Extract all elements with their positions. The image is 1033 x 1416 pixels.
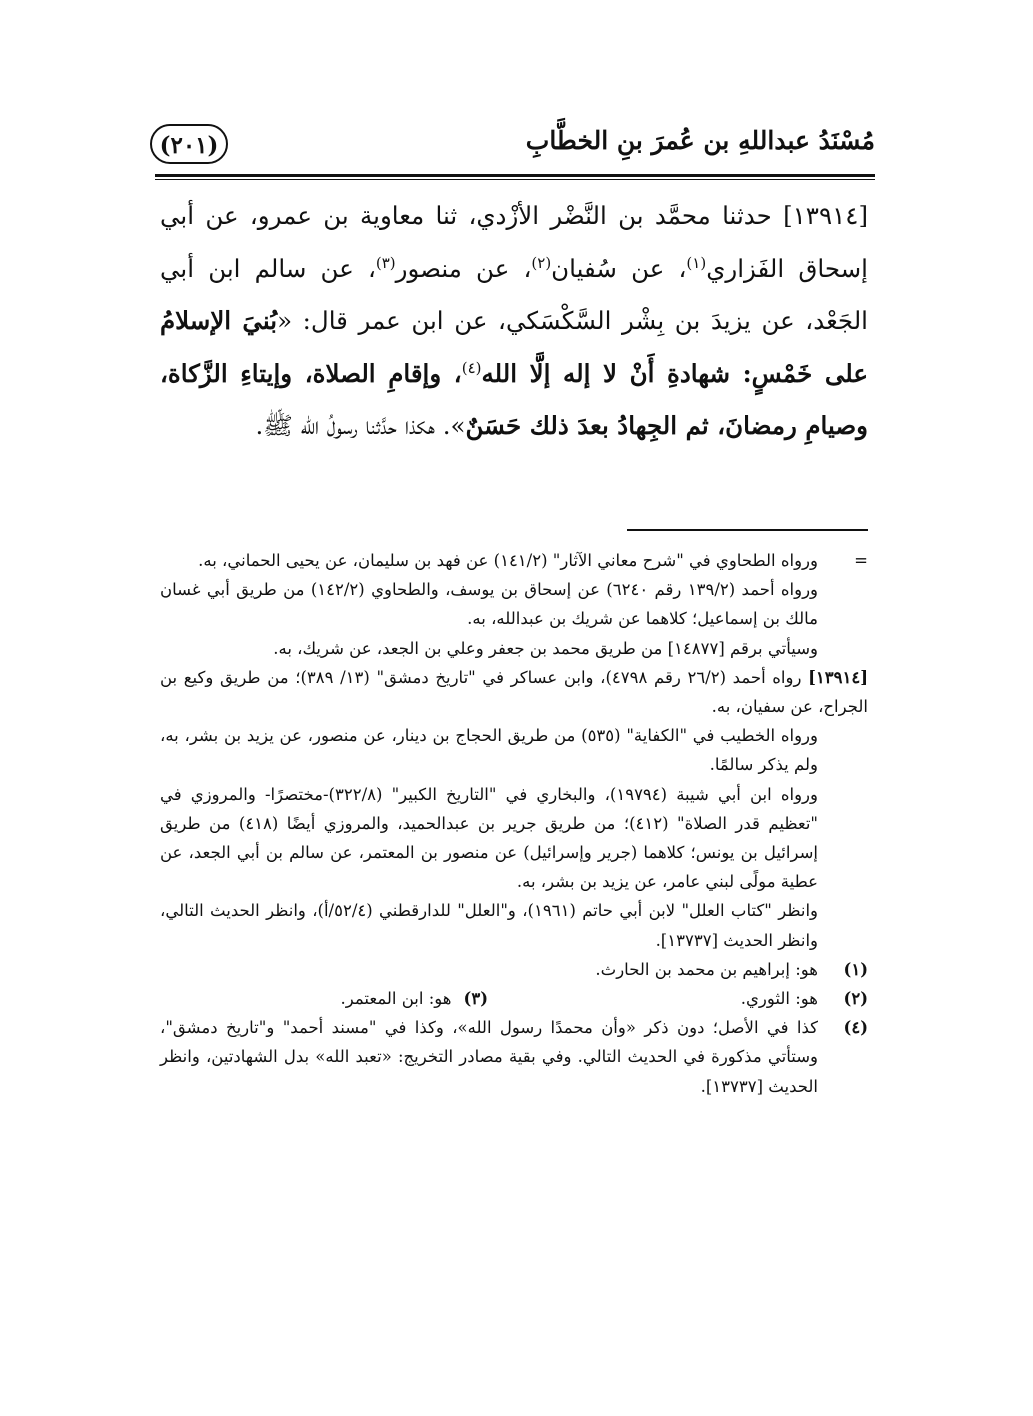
footnote-pair — [160, 984, 818, 1013]
footnote-text: هو: ابن المعتمر. — [340, 989, 452, 1009]
footnote-paragraph — [160, 721, 868, 779]
takhrij-entry — [160, 663, 868, 721]
footnote-text: ورواه الطحاوي في "شرح معاني الآثار" (١٤١/٢) عن فهد بن سليمان، عن يحيى الحماني، به. — [198, 551, 818, 570]
hadith-number: [١٣٩١٤] — [783, 201, 868, 230]
footnote-paragraph — [160, 896, 868, 954]
footnote-ref: (١) — [686, 253, 707, 272]
continuation-marker: = — [854, 551, 868, 570]
footnote-continuation — [160, 546, 868, 575]
footnote-2-3 — [160, 984, 868, 1013]
footnote-text: ورواه الخطيب في "الكفاية" (٥٣٥) من طريق الحجاج بن دينار، عن منصور، عن يزيد بن بشر، به، ولم يذكر سالمًا. — [160, 726, 818, 775]
footnote-ref: (٤) — [461, 358, 482, 377]
footnote-marker: (٢) — [843, 989, 868, 1009]
takhrij-number: [١٣٩١٤] — [808, 667, 868, 687]
hadith-closing: ». هكذا حدَّثنا رسولُ الله ﷺ. — [255, 411, 466, 440]
isnad-part: ، عن سُفيان — [551, 253, 687, 283]
footnotes — [160, 546, 868, 1101]
footnote-marker: (١) — [843, 959, 868, 979]
footnote-marker: (٤) — [843, 1018, 868, 1038]
header-rule-thin — [155, 179, 875, 180]
footnote-text: كذا في الأصل؛ دون ذكر «وأن محمدًا رسول الله»، وكذا في "مسند أحمد" و"تاريخ دمشق"، وستأتي مذكورة في الحديث التالي. وفي بقية مصادر التخريج: «تعبد الله» بدل الشهادتين، وانظر الحديث [١٣٧٣٧]. — [160, 1018, 818, 1096]
footnote-separator — [627, 529, 868, 531]
page-number: (٢٠١) — [150, 124, 228, 164]
matn-text: بُنيَ الإسلامُ على خَمْسٍ: شهادةِ أَنْ لا إله إلَّا الله — [160, 306, 868, 388]
footnote-marker: (٣) — [463, 989, 488, 1009]
page-header — [150, 118, 875, 170]
running-title: مُسْنَدُ عبداللهِ بن عُمرَ بنِ الخطَّابِ — [525, 126, 875, 155]
footnote-text: ورواه أحمد (١٣٩/٢ رقم ٦٢٤٠) عن إسحاق بن يوسف، والطحاوي (١٤٢/٢) من طريق أبي غسان مالك بن إسماعيل؛ كلاهما عن شريك بن عبدالله، به. — [160, 580, 819, 629]
footnote-paragraph — [160, 780, 868, 897]
footnote-text: وانظر "كتاب العلل" لابن أبي حاتم (١٩٦١)، و"العلل" للدارقطني (٥٢/٤/أ)، وانظر الحديث التالي، وانظر الحديث [١٣٧٣٧]. — [160, 901, 818, 950]
header-rule-thick — [155, 174, 875, 177]
footnote-text: وسيأتي برقم [١٤٨٧٧] من طريق محمد بن جعفر وعلي بن الجعد، عن شريك، به. — [273, 638, 818, 658]
isnad-part: ، عن سالم ابن أبي الجَعْد، عن يزيدَ بن بِشْر السَّكْسَكي، عن ابن عمر قال: « — [160, 253, 868, 335]
footnote-4 — [160, 1013, 868, 1101]
matn-text: ، وإقامِ الصلاة، وإيتاءِ الزَّكاة، وصيامِ رمضانَ، ثم الجِهادُ بعدَ ذلك حَسَنٌ — [160, 358, 868, 440]
footnote-text: هو: الثوري. — [740, 989, 818, 1009]
footnote-ref: (٣) — [375, 253, 396, 272]
footnote-1 — [160, 955, 868, 984]
footnote-text: ورواه ابن أبي شيبة (١٩٧٩٤)، والبخاري في "التاريخ الكبير" (٣٢٢/٨)-مختصرًا- والمروزي في "تعظيم قدر الصلاة" (٤١٢)؛ من طريق جرير بن عبدالحميد، والمروزي أيضًا (٤١٨) من طريق إسرائيل بن يونس؛ كلاهما (جرير وإسرائيل) عن منصور بن المعتمر، عن سالم بن أبي الجعد، عن عطية مولًى لبني عامر، عن يزيد بن بشر، به. — [160, 784, 819, 892]
footnote-paragraph — [160, 634, 868, 663]
hadith-paragraph — [160, 190, 868, 453]
isnad-part: ، عن منصور — [395, 253, 532, 283]
footnote-text: رواه أحمد (٢٦/٢ رقم ٤٧٩٨)، وابن عساكر في "تاريخ دمشق" (١٣/ ٣٨٩)؛ من طريق وكيع بن الجراح، عن سفيان، به. — [160, 667, 868, 717]
hadith-text — [160, 190, 868, 453]
footnote-paragraph — [160, 575, 868, 633]
isnad-part: حدثنا محمَّد بن النَّضْر الأزْدي، ثنا معاوية بن عمرو، عن أبي إسحاق الفَزاري — [160, 201, 868, 283]
footnote-ref: (٢) — [531, 253, 552, 272]
footnote-text: هو: إبراهيم بن محمد بن الحارث. — [595, 959, 818, 979]
